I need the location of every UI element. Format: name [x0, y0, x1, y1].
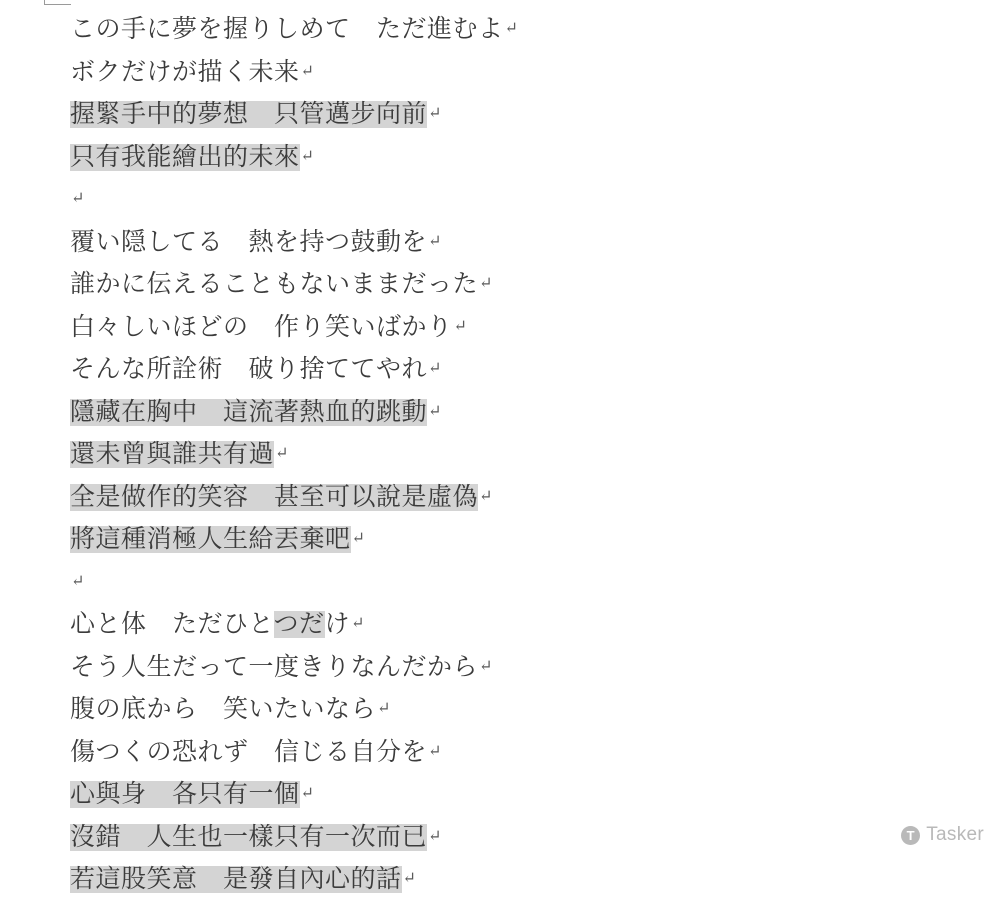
paragraph-mark-icon: ↵ — [377, 700, 391, 717]
document-line[interactable] — [70, 221, 950, 264]
paragraph-mark-icon: ↵ — [428, 402, 442, 420]
paragraph-mark-icon: ↵ — [275, 445, 289, 462]
document-line[interactable] — [70, 178, 950, 221]
paragraph-mark-icon: ↵ — [428, 360, 442, 377]
document-line-text: ボクだけが描く未来 — [70, 58, 300, 86]
document-line[interactable] — [70, 858, 950, 901]
paragraph-mark-icon: ↵ — [71, 572, 85, 590]
document-text-area[interactable] — [70, 8, 950, 901]
document-line[interactable] — [70, 433, 950, 476]
document-line-text: 傷つくの恐れず 信じる自分を — [70, 738, 428, 766]
inline-highlight: つだ — [273, 611, 325, 638]
document-line-text: そう人生だって一度きりなんだから — [70, 653, 479, 681]
document-line[interactable] — [70, 263, 950, 306]
paragraph-mark-icon: ↵ — [351, 530, 366, 547]
document-line-text: 還未曾與誰共有過 — [70, 441, 275, 468]
document-line[interactable] — [70, 51, 950, 94]
document-line[interactable] — [70, 518, 950, 561]
document-line-text: 只有我能繪出的未來 — [70, 143, 300, 171]
paragraph-mark-icon: ↵ — [453, 317, 468, 335]
document-line[interactable] — [70, 348, 950, 391]
watermark — [901, 824, 984, 846]
paragraph-mark-icon: ↵ — [300, 147, 315, 165]
paragraph-mark-icon: ↵ — [428, 742, 442, 760]
document-line[interactable] — [70, 8, 950, 51]
document-line-text: 心與身 各只有一個 — [70, 781, 300, 808]
paragraph-mark-icon: ↵ — [402, 870, 417, 887]
paragraph-mark-icon: ↵ — [428, 105, 442, 122]
document-line-text: 覆い隠してる 熱を持つ鼓動を — [70, 228, 428, 256]
paragraph-mark-icon: ↵ — [351, 615, 365, 632]
document-line-text: 若這股笑意 是發自內心的話 — [70, 866, 402, 893]
document-line-text: 腹の底から 笑いたいなら — [70, 696, 377, 723]
document-line-text: 將這種消極人生給丟棄吧 — [70, 526, 351, 553]
document-line-text: 誰かに伝えることもないままだった — [70, 271, 479, 298]
document-line[interactable] — [70, 391, 950, 434]
document-line-text: 握緊手中的夢想 只管邁步向前 — [70, 101, 428, 128]
document-line[interactable] — [70, 136, 950, 179]
document-line-text: 心と体 ただひとつだけ — [70, 611, 351, 638]
document-line[interactable] — [70, 816, 950, 859]
document-line[interactable] — [70, 561, 950, 604]
document-line[interactable] — [70, 476, 950, 519]
document-line[interactable] — [70, 306, 950, 349]
paragraph-mark-icon: ↵ — [300, 785, 315, 802]
document-line[interactable] — [70, 688, 950, 731]
paragraph-mark-icon: ↵ — [300, 62, 315, 80]
paragraph-mark-icon: ↵ — [479, 487, 493, 505]
document-line-text: 隱藏在胸中 這流著熱血的跳動 — [70, 398, 428, 426]
document-line[interactable] — [70, 93, 950, 136]
document-line[interactable] — [70, 773, 950, 816]
document-line-text: 白々しいほどの 作り笑いばかり — [70, 313, 453, 341]
document-line[interactable] — [70, 731, 950, 774]
paragraph-mark-icon: ↵ — [479, 275, 493, 292]
paragraph-mark-icon: ↵ — [428, 232, 442, 250]
document-line-text: 沒錯 人生也一樣只有一次而已 — [70, 823, 428, 851]
paragraph-mark-icon: ↵ — [504, 20, 519, 37]
document-line[interactable] — [70, 646, 950, 689]
watermark-label: Tasker — [926, 824, 984, 845]
paragraph-mark-icon: ↵ — [479, 657, 493, 675]
page-margin-corner-marker — [44, 0, 71, 5]
paragraph-mark-icon: ↵ — [71, 190, 85, 207]
document-line[interactable] — [70, 603, 950, 646]
document-line-text: 全是做作的笑容 甚至可以說是虛偽 — [70, 483, 479, 511]
document-line-text: そんな所詮術 破り捨ててやれ — [70, 356, 428, 383]
document-line-text: この手に夢を握りしめて ただ進むよ — [70, 16, 504, 43]
paragraph-mark-icon: ↵ — [428, 827, 442, 845]
tasker-logo-icon: T — [901, 826, 920, 845]
